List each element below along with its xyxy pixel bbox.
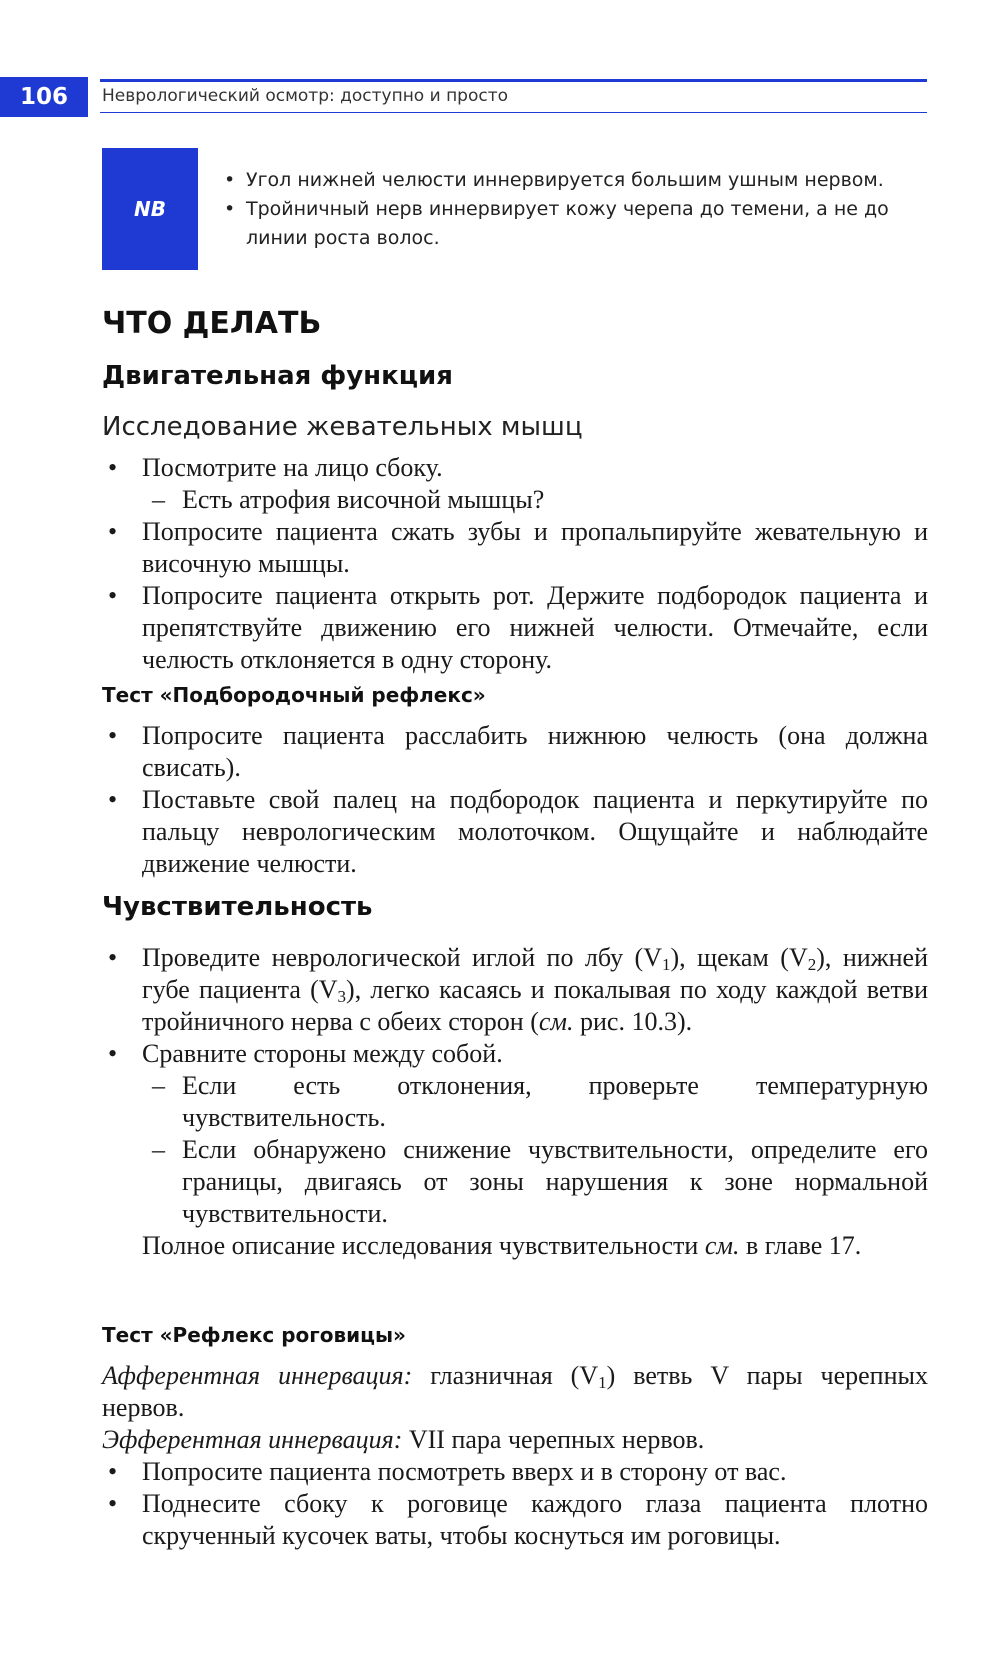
list-item: • Поднесите сбоку к роговице каждого глаза пациента плотно скрученный кусочек ваты, чтобы коснуться им роговицы. — [102, 1488, 928, 1552]
list-subitem: – Если обнаружено снижение чувствительности, определите его границы, двигаясь от зоны нарушения к зоне нормальной чувствительности. — [102, 1134, 928, 1230]
corneal-reflex-instructions — [102, 1360, 928, 1552]
test-heading-corneal-reflex: Тест «Рефлекс роговицы» — [102, 1323, 406, 1347]
text: ), щекам (V — [670, 943, 808, 972]
subscript: 1 — [598, 1373, 607, 1392]
subscript: 3 — [337, 987, 347, 1006]
term-label: Афферентная иннервация: — [102, 1361, 413, 1390]
list-subitem: – Есть атрофия височной мышцы? — [102, 484, 928, 516]
running-title: Неврологический осмотр: доступно и просто — [102, 86, 509, 106]
subscript: 1 — [661, 955, 671, 974]
list-item: • Посмотрите на лицо сбоку. — [102, 452, 928, 484]
afferent-line — [102, 1360, 928, 1424]
nb-note-item: • Угол нижней челюсти иннервируется большим ушным нервом. — [222, 166, 922, 195]
nb-note-list — [222, 166, 922, 253]
text: ), легко касаясь и покалывая по ходу каждой ветви тройничного нерва с обеих сторон ( — [142, 975, 928, 1036]
jaw-reflex-instructions — [102, 720, 928, 880]
text: Полное описание исследования чувствительности — [142, 1231, 705, 1260]
see-reference: см. — [538, 1007, 574, 1036]
nb-badge: NB — [102, 148, 198, 270]
section-heading-what-to-do: ЧТО ДЕЛАТЬ — [102, 306, 322, 341]
subsection-heading-sensitivity: Чувствительность — [102, 892, 373, 922]
efferent-line — [102, 1424, 928, 1456]
list-item: • Попросите пациента открыть рот. Держите подбородок пациента и препятствуйте движению его нижней челюсти. Отмечайте, если челюсть отклоняется в одну сторону. — [102, 580, 928, 676]
text: Проведите неврологической иглой по лбу (V — [142, 943, 662, 972]
list-item: • Сравните стороны между собой. — [102, 1038, 928, 1070]
subscript: 2 — [807, 955, 817, 974]
topic-heading-masticatory: Исследование жевательных мышц — [102, 412, 583, 442]
list-item — [102, 942, 928, 1038]
text: ) ветвь V пары черепных нервов. — [102, 1361, 928, 1422]
text: VII пара черепных нервов. — [402, 1425, 705, 1454]
list-subitem: – Если есть отклонения, проверьте температурную чувствительность. — [102, 1070, 928, 1134]
see-reference: см. — [704, 1231, 740, 1260]
test-heading-jaw-reflex: Тест «Подбородочный рефлекс» — [102, 683, 486, 707]
text: ), нижней губе пациента (V — [142, 943, 928, 1004]
list-item: • Попросите пациента посмотреть вверх и в сторону от вас. — [102, 1456, 928, 1488]
subsection-heading-motor: Двигательная функция — [102, 361, 453, 391]
nb-note-item: • Тройничный нерв иннервирует кожу черепа до темени, а не до линии роста волос. — [222, 195, 922, 253]
sensitivity-instructions — [102, 942, 928, 1262]
header-rule-bottom — [100, 112, 927, 113]
text: в главе 17. — [739, 1231, 862, 1260]
paragraph — [102, 1230, 928, 1262]
header-rule-top — [100, 79, 927, 82]
masticatory-instructions — [102, 452, 928, 676]
list-item: • Попросите пациента сжать зубы и пропальпируйте жевательную и височную мышцы. — [102, 516, 928, 580]
text: рис. 10.3). — [573, 1007, 693, 1036]
list-item: • Поставьте свой палец на подбородок пациента и перкутируйте по пальцу неврологическим молоточком. Ощущайте и наблюдайте движение челюсти. — [102, 784, 928, 880]
term-label: Эфферентная иннервация: — [102, 1425, 403, 1454]
page-number: 106 — [0, 77, 88, 117]
list-item: • Попросите пациента расслабить нижнюю челюсть (она должна свисать). — [102, 720, 928, 784]
text: глазничная (V — [412, 1361, 599, 1390]
